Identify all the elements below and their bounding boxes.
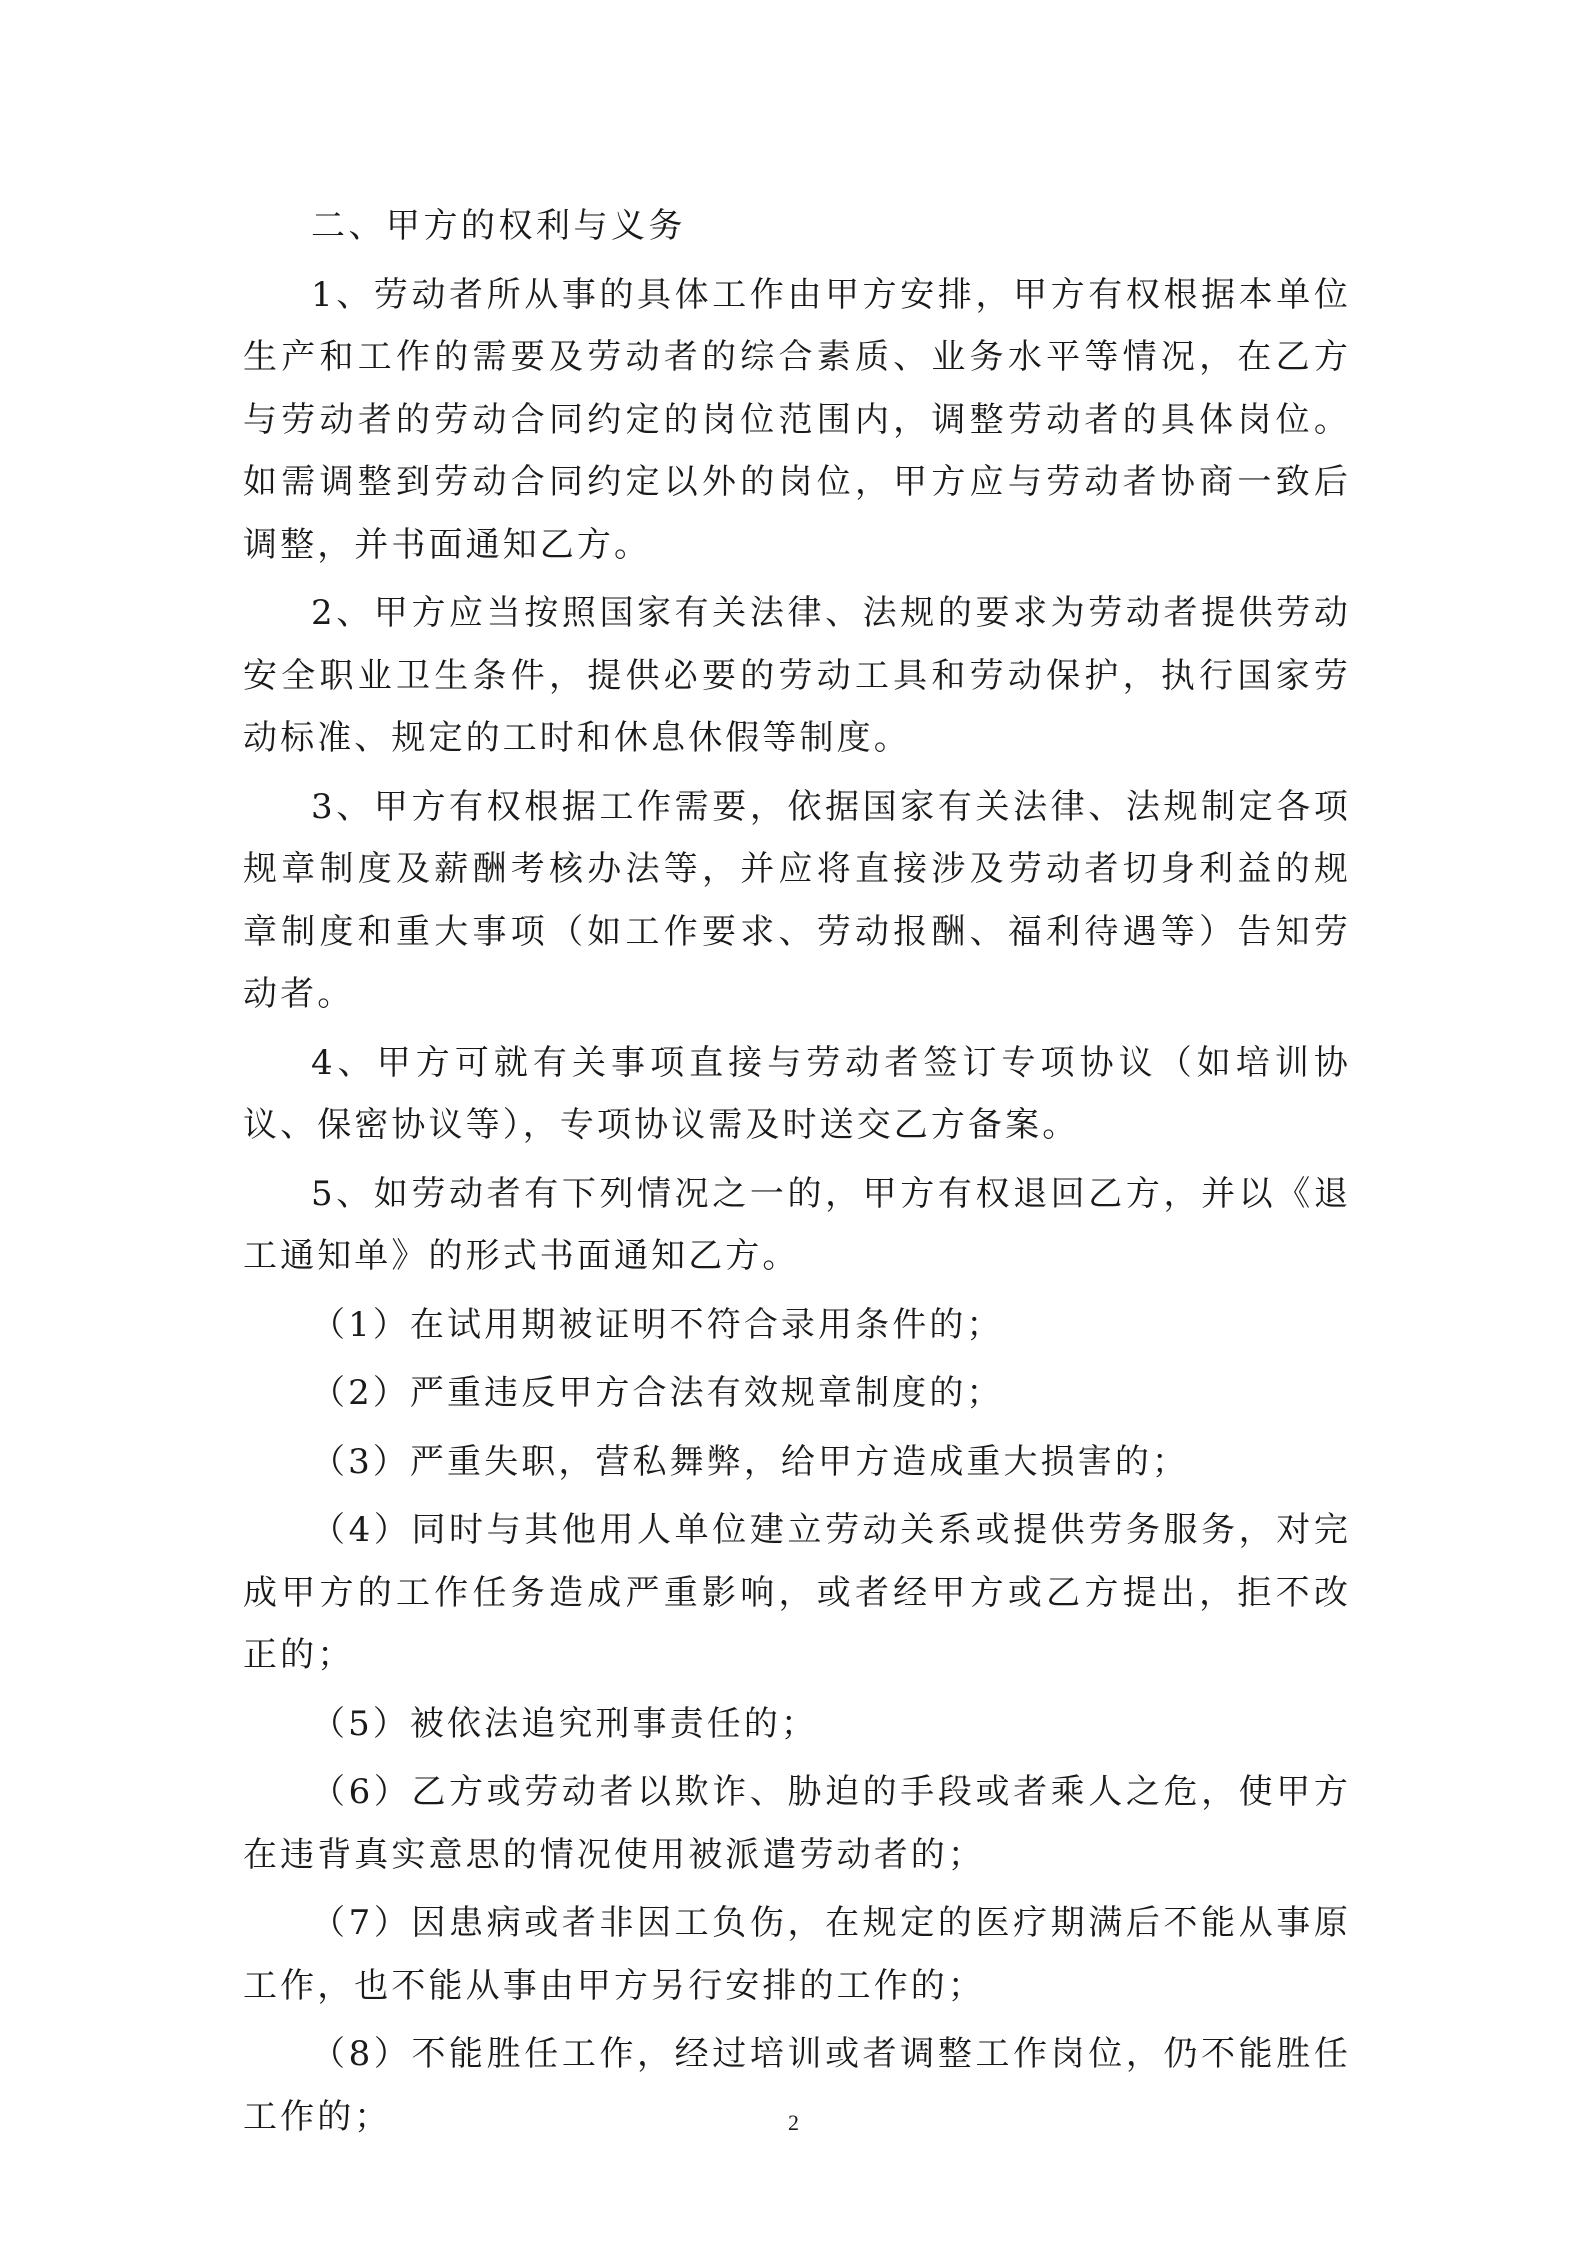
list-item-6: （6）乙方或劳动者以欺诈、胁迫的手段或者乘人之危，使甲方在违背真实意思的情况使用被派遣劳动者的； xyxy=(243,1772,1351,1875)
section-heading: 二、甲方的权利与义务 xyxy=(311,206,686,246)
list-item-5: （5）被依法追究刑事责任的； xyxy=(311,1703,819,1744)
list-item-2: （2）严重违反甲方合法有效规章制度的； xyxy=(311,1373,1004,1413)
paragraph-5: 5、如劳动者有下列情况之一的，甲方有权退回乙方，并以《退工通知单》的形式书面通知乙方。 xyxy=(243,1173,1351,1276)
paragraph-2: 2、甲方应当按照国家有关法律、法规的要求为劳动者提供劳动安全职业卫生条件，提供必要的劳动工具和劳动保护，执行国家劳动标准、规定的工时和休息休假等制度。 xyxy=(243,593,1351,758)
paragraph-1: 1、劳动者所从事的具体工作由甲方安排，甲方有权根据本单位生产和工作的需要及劳动者的综合素质、业务水平等情况，在乙方与劳动者的劳动合同约定的岗位范围内，调整劳动者的具体岗位。如需调整到劳动合同约定以外的岗位，甲方应与劳动者协商一致后调整，并书面通知乙方。 xyxy=(243,274,1351,565)
paragraph-3: 3、甲方有权根据工作需要，依据国家有关法律、法规制定各项规章制度及薪酬考核办法等，并应将直接涉及劳动者切身利益的规章制度和重大事项（如工作要求、劳动报酬、福利待遇等）告知劳动者。 xyxy=(243,786,1351,1014)
list-item-7: （7）因患病或者非因工负伤，在规定的医疗期满后不能从事原工作，也不能从事由甲方另行安排的工作的； xyxy=(243,1903,1351,2006)
list-item-8: （8）不能胜任工作，经过培训或者调整工作岗位，仍不能胜任工作的； xyxy=(243,2034,1351,2137)
list-item-3: （3）严重失职，营私舞弊，给甲方造成重大损害的； xyxy=(311,1441,1190,1482)
page-number: 2 xyxy=(788,2110,799,2135)
paragraph-4: 4、甲方可就有关事项直接与劳动者签订专项协议（如培训协议、保密协议等），专项协议需及时送交乙方备案。 xyxy=(243,1042,1351,1145)
document-body xyxy=(243,195,1351,2154)
list-item-1: （1）在试用期被证明不符合录用条件的； xyxy=(311,1304,1004,1345)
list-item-4: （4）同时与其他用人单位建立劳动关系或提供劳务服务，对完成甲方的工作任务造成严重影响，或者经甲方或乙方提出，拒不改正的； xyxy=(243,1510,1351,1675)
